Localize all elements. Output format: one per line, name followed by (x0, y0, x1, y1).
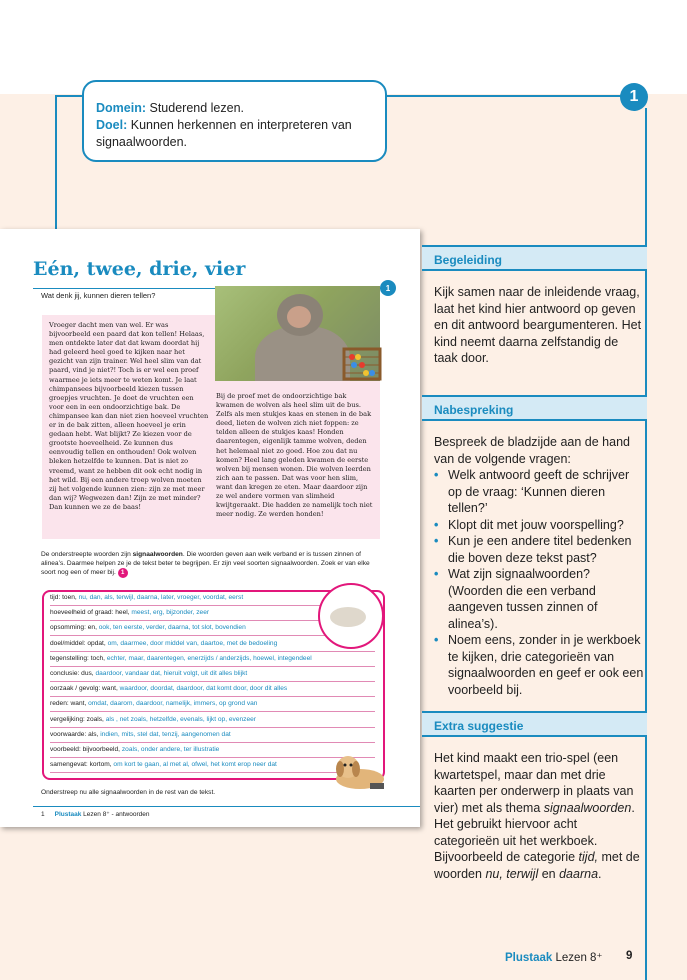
goal-box (82, 80, 387, 162)
right-margin-line (645, 108, 647, 980)
instruction-part-b: . Die woorden geven aan welk verband er is tussen zinnen of alinea’s. Daarmee helpen ze je de tekst beter te begrijpen. Er zijn veel soorten signaalwoorden. Zoek er van elke soort nog een of meer bij. (41, 551, 370, 576)
nabespreking-item: • Klopt dit met jouw voorspelling? (434, 517, 644, 534)
page-footer-rule (33, 806, 420, 807)
signal-category: voorbeeld: bijvoorbeeld, (50, 746, 122, 753)
instruction-bold: signaalwoorden (132, 551, 183, 558)
signal-row (50, 670, 375, 682)
signal-category: reden: want, (50, 700, 89, 708)
signal-row (50, 700, 375, 712)
extra-text-5: . (598, 866, 602, 881)
signal-answer: zoals, onder andere, ter illustratie (121, 746, 220, 753)
extra-suggestie-body (434, 750, 644, 882)
signal-row (50, 655, 375, 667)
extra-suggestie-heading: Extra suggestie (422, 711, 647, 737)
page-footer-number: 1 (41, 811, 45, 818)
signal-row (50, 731, 375, 743)
page-footer-subtitle: Lezen 8⁺ - antwoorden (81, 811, 150, 818)
signal-answer: meest, erg, bijzonder, zeer (131, 609, 210, 617)
nabespreking-item: • Wat zijn signaalwoorden? (Woorden die een verband aangeven tussen zinnen of alinea’s). (434, 566, 644, 632)
signal-answer: waardoor, doordat, daardoor, dat komt door, door dit alles (119, 685, 288, 693)
signal-category: tegenstelling: toch, (50, 654, 107, 662)
underline-instruction: Onderstreep nu alle signaalwoorden in de rest van de tekst. (41, 789, 216, 796)
signal-category: tijd: toen, (50, 594, 79, 601)
signal-category: vergelijking: zoals, (50, 715, 106, 723)
footer (505, 950, 603, 964)
instruction-part-a: De onderstreepte woorden zijn (41, 551, 133, 558)
story-column-left: Vroeger dacht men van wel. Er was bijvoorbeeld een paard dat kon tellen! Helaas, men ontdekte later dat dat kwam doordat hij had geleerd heel goed te kijken naar het gezicht van zijn trainer. Wel heel slim van dat paard, vind je niet?! Toch is er wel een proef waarmee je iets meer te weten komt. Je laat chimpansees bijvoorbeeld kiezen tussen groepjes vruchten. Je doet de vruchten een voor een in een ondoorzichtige bak. De chimpansee kan dan niet zien hoeveel vruchten er in de bak zitten, alleen hoeveel je erin gedaan hebt. Wat blijkt? Ze kiezen voor de grootste hoeveelheid. Ze kunnen dus eenvoudig tellen en onthouden! Ook wolven bleken hetzelfde te kunnen. Dat is niet zo vreemd, want ze hebben dit ook echt nodig in het wild. Bij een andere troep wolven moeten zij het volgende kunnen zien: zijn ze met meer dan wij? Wegwezen dan! Zijn ze met minder? Dan kunnen we ze de baas! (49, 321, 209, 511)
question-badge: 1 (380, 280, 396, 296)
extra-em-2: tijd, (578, 850, 598, 864)
page-title: Eén, twee, drie, vier (33, 258, 246, 280)
extra-text-4: en (538, 866, 560, 881)
signal-category: doel/middel: opdat, (50, 639, 108, 647)
page-footer (41, 810, 150, 818)
signal-row (50, 746, 375, 758)
extra-text-1: Het kind maakt een trio-spel (een kwartetspel, maar dan met drie kaarten per onderwerp in plaats van vier) met als thema (434, 751, 634, 815)
doel-label: Doel: (96, 118, 128, 132)
signal-row (50, 716, 375, 728)
signal-answer: ook, ten eerste, verder, daarna, tot slot, bovendien (98, 624, 246, 632)
intro-question: Wat denk jij, kunnen dieren tellen? (41, 291, 156, 300)
signal-answer: indien, mits, stel dat, tenzij, aangenomen dat (100, 730, 231, 738)
signal-answer: echter, maar, daarentegen, enerzijds / anderzijds, hoewel, integendeel (106, 654, 312, 662)
nabespreking-item: • Kun je een andere titel bedenken die boven deze tekst past? (434, 533, 644, 566)
signal-category: voorwaarde: als, (50, 730, 101, 738)
nabespreking-item: • Welk antwoord geeft de schrijver op de vraag: ‘Kunnen dieren tellen?’ (434, 467, 644, 517)
extra-text-3: met de woorden (434, 850, 640, 881)
nabespreking-body (434, 434, 644, 698)
footer-brand: Plustaak (505, 952, 553, 964)
signal-category: samengevat: kortom, (50, 761, 114, 769)
story-column-right: Bij de proef met de ondoorzichtige bak kwamen de wolven als heel slim uit de bus. Zelfs als men stukjes kaas en stenen in de bak deed, lieten de wolven zich niet foppen: ze telden alleen de stukjes kaas! Honden daarentegen, eigenlijk tamme wolven, deden het helemaal niet zo goed. Hoe zou dat nu komen? Heel lang geleden kwamen de eerste wolven bij mensen wonen. Die wolven leerden zich aan te passen. Dat was voor hen slim, want dan kregen ze eten. Maar daardoor zijn ze wel andere vormen van slimheid kwijtgeraakt. Die hadden ze namelijk toch niet meer nodig. Ze werden honden! (216, 392, 373, 519)
instruction-text (41, 550, 386, 578)
monkey-face (287, 306, 311, 328)
signal-answer: omdat, daarom, daardoor, namelijk, immers, op grond van (88, 700, 258, 708)
signal-row (50, 685, 375, 697)
signal-answer: nu, dan, als, terwijl, daarna, later, vroeger, voordat, eerst (78, 594, 244, 601)
nabespreking-list (434, 467, 644, 698)
signal-row (50, 640, 375, 652)
abacus-icon (340, 345, 384, 383)
begeleiding-body: Kijk samen naar de inleidende vraag, laat het kind hier antwoord op geven en dit antwoord beargumenteren. Het kind neemt daarna zelfstandig de taak door. (434, 285, 642, 365)
puppy-illustration (330, 749, 388, 791)
signal-answer: als , net zoals, hetzelfde, evenals, lijkt op, evenzeer (105, 715, 256, 723)
sheep-illustration (330, 607, 366, 627)
nabespreking-item: • Noem eens, zonder in je werkboek te kijken, drie categorieën van signaalwoorden en geef er ook een voorbeeld bij. (434, 632, 644, 698)
begeleiding-heading: Begeleiding (422, 245, 647, 271)
left-connector-line (55, 95, 57, 230)
extra-em-3: nu, terwijl (485, 866, 539, 881)
footer-page-number: 9 (626, 950, 633, 962)
extra-em-1: signaalwoorden (543, 800, 632, 815)
signal-category: hoeveelheid of graad: heel, (50, 609, 132, 617)
signal-answer: om, daarmee, door middel van, daartoe, met de bedoeling (107, 639, 278, 647)
signal-answer: daardoor, vandaar dat, hieruit volgt, uit dit alles blijkt (95, 670, 248, 677)
lesson-number-badge: 1 (620, 83, 648, 111)
signal-answer: om kort te gaan, al met al, ofwel, het komt erop neer dat (113, 761, 277, 769)
instruction-badge: 1 (118, 568, 128, 578)
doel-line (96, 117, 373, 151)
student-page (0, 229, 420, 827)
nabespreking-intro: Bespreek de bladzijde aan de hand van de volgende vragen: (434, 435, 630, 466)
domein-value: Studerend lezen. (149, 101, 244, 115)
signal-row (50, 761, 375, 773)
doel-value: Kunnen herkennen en interpreteren van signaalwoorden. (96, 118, 352, 149)
nabespreking-heading: Nabespreking (422, 395, 647, 421)
domein-label: Domein: (96, 101, 146, 115)
signal-category: oorzaak / gevolg: want, (50, 685, 120, 693)
signal-category: opsomming: en, (50, 624, 99, 632)
domein-line (96, 100, 373, 117)
extra-text-2: . Het gebruikt hiervoor acht categorieën uit het werkboek. Bijvoorbeeld de categorie (434, 800, 635, 864)
extra-em-4: daarna (559, 866, 599, 881)
signal-category: conclusie: dus, (50, 670, 96, 677)
footer-subtitle: Lezen 8⁺ (552, 952, 603, 964)
page-footer-brand: Plustaak (54, 811, 82, 818)
